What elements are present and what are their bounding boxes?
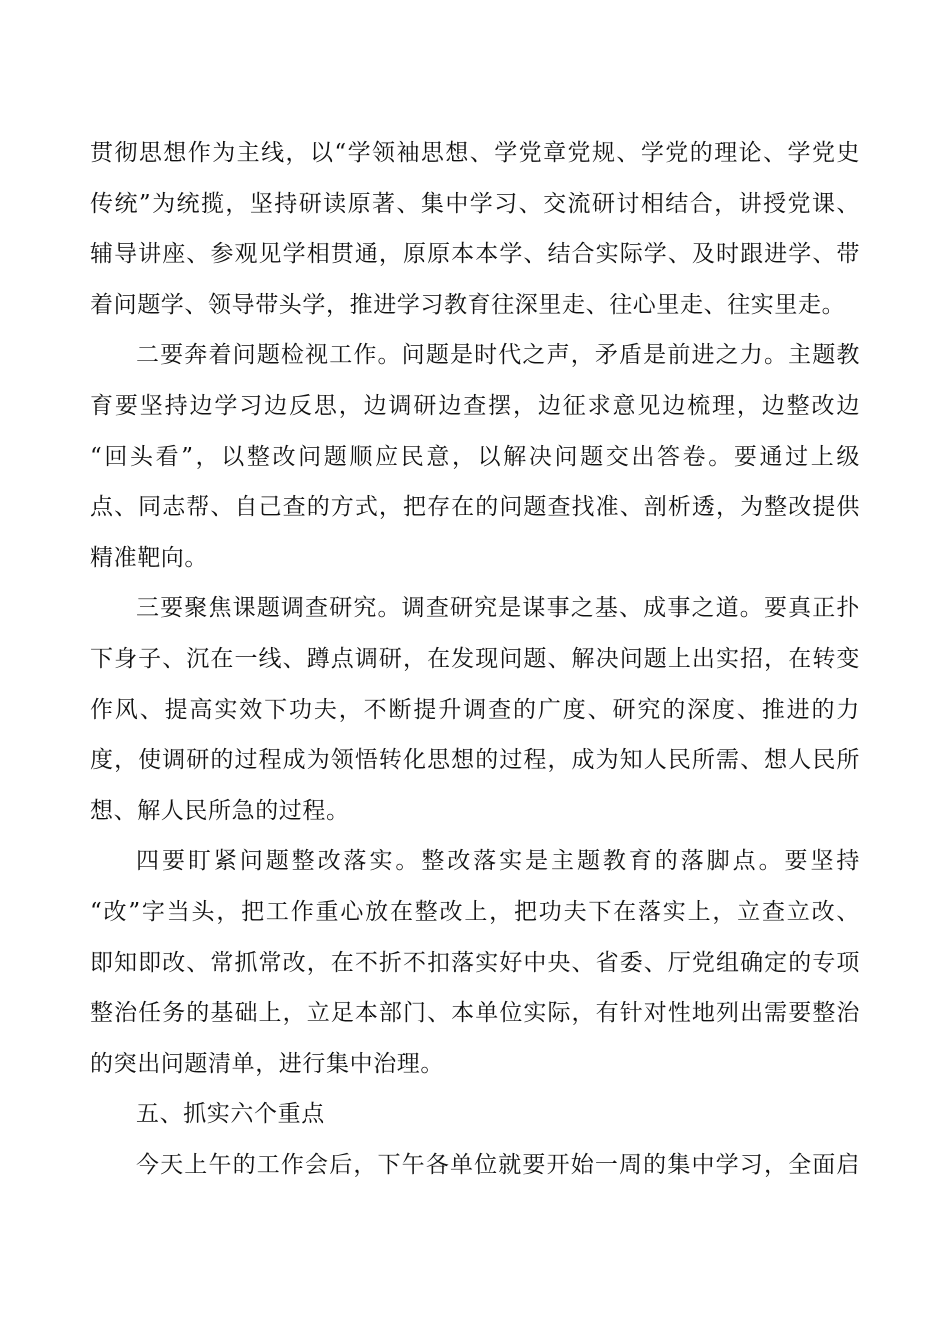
text-line: “改”字当头，把工作重心放在整改上，把功夫下在落实上，立查立改、 [90, 898, 860, 925]
text-line: 的突出问题清单，进行集中治理。 [90, 1050, 444, 1077]
text-line: 下身子、沉在一线、蹲点调研，在发现问题、解决问题上出实招，在转变 [90, 645, 860, 672]
text-line: 着问题学、领导带头学，推进学习教育往深里走、往心里走、往实里走。 [90, 291, 846, 318]
text-line: 今天上午的工作会后，下午各单位就要开始一周的集中学习，全面启 [136, 1151, 860, 1178]
document-body [90, 128, 860, 1190]
text-line: 贯彻思想作为主线，以“学领袖思想、学党章党规、学党的理论、学党史 [90, 140, 860, 166]
text-line: 二要奔着问题检视工作。问题是时代之声，矛盾是前进之力。主题教 [136, 342, 860, 369]
text-line: 四要盯紧问题整改落实。整改落实是主题教育的落脚点。要坚持 [136, 848, 860, 875]
text-line: 点、同志帮、自己查的方式，把存在的问题查找准、剖析透，为整改提供 [90, 494, 860, 521]
text-line: “回头看”，以整改问题顺应民意，以解决问题交出答卷。要通过上级 [90, 443, 860, 470]
text-line: 精准靶向。 [90, 544, 208, 571]
text-line: 想、解人民所急的过程。 [90, 797, 350, 824]
text-line: 育要坚持边学习边反思，边调研边查摆，边征求意见边梳理，边整改边 [90, 392, 860, 419]
text-line: 辅导讲座、参观见学相贯通，原原本本学、结合实际学、及时跟进学、带 [90, 241, 860, 268]
text-line: 度，使调研的过程成为领悟转化思想的过程，成为知人民所需、想人民所 [90, 747, 860, 774]
text-line: 即知即改、常抓常改，在不折不扣落实好中央、省委、厅党组确定的专项 [90, 949, 860, 976]
text-line: 五、抓实六个重点 [136, 1101, 325, 1128]
text-line: 整治任务的基础上，立足本部门、本单位实际，有针对性地列出需要整治 [90, 1000, 860, 1027]
text-line: 三要聚焦课题调查研究。调查研究是谋事之基、成事之道。要真正扑 [136, 595, 860, 622]
text-line: 作风、提高实效下功夫，不断提升调查的广度、研究的深度、推进的力 [90, 696, 860, 723]
text-line: 传统”为统揽，坚持研读原著、集中学习、交流研讨相结合，讲授党课、 [90, 190, 860, 217]
